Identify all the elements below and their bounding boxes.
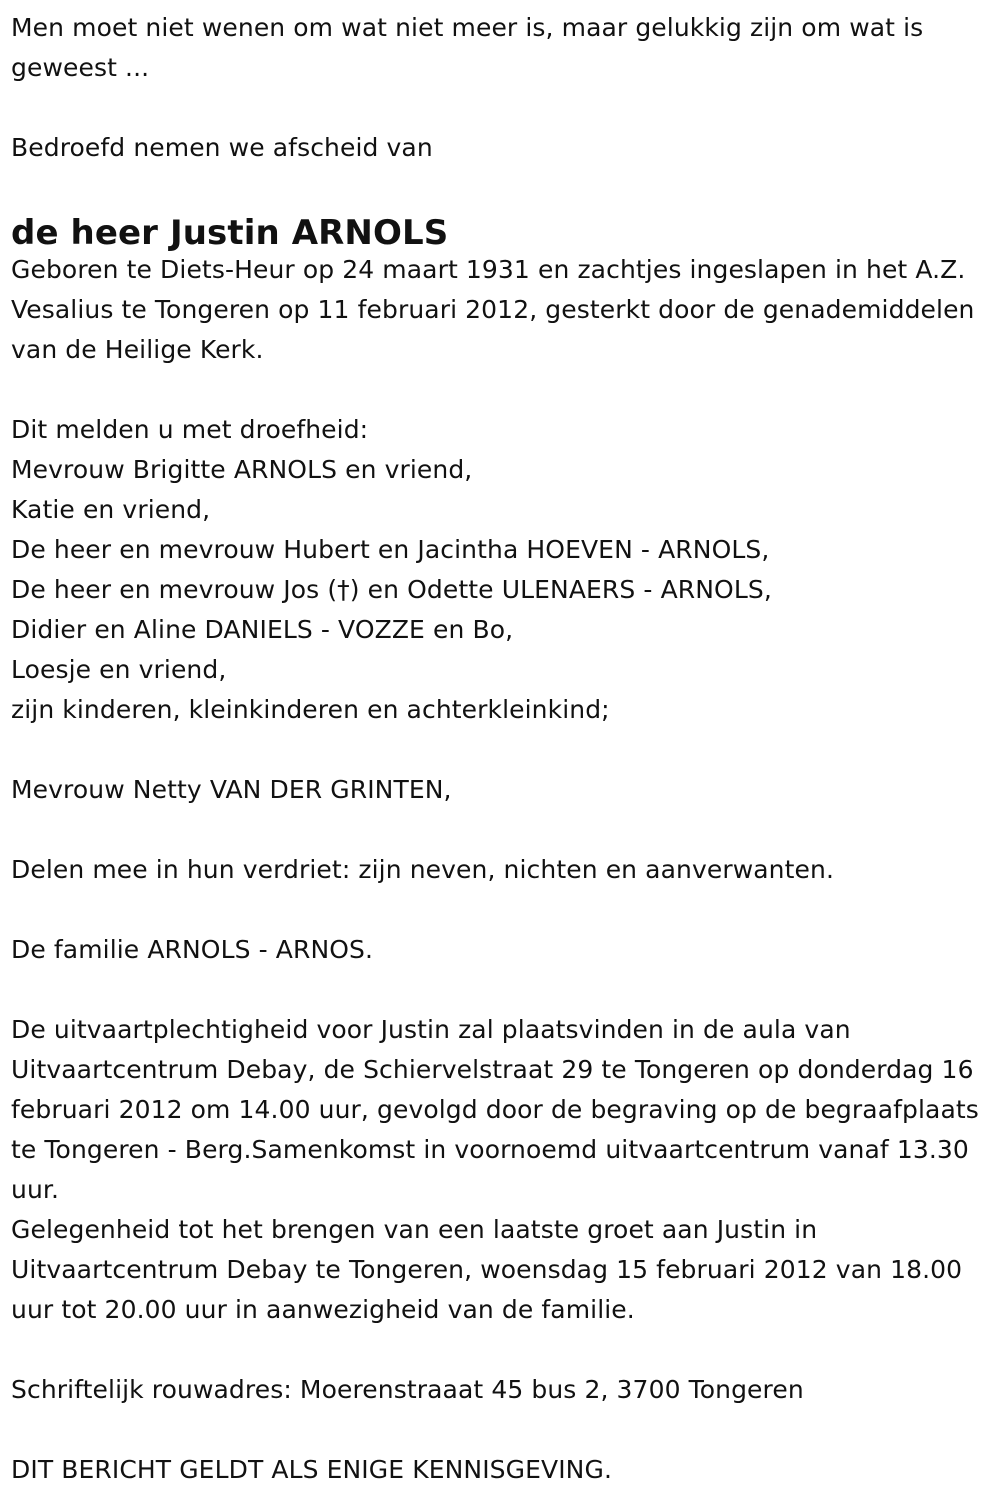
family-member: Katie en vriend, [11,495,211,524]
spacer [11,730,988,770]
condolence-address: Schriftelijk rouwadres: Moerenstraaat 45 bus 2, 3700 Tongeren [11,1375,804,1404]
relatives-line: Delen mee in hun verdriet: zijn neven, nichten en aanverwanten. [11,855,834,884]
spacer [11,1410,988,1450]
partner-line: Mevrouw Netty VAN DER GRINTEN, [11,775,452,804]
announcement-intro: Dit melden u met droefheid: [11,415,369,444]
family-member: Didier en Aline DANIELS - VOZZE en Bo, [11,615,514,644]
notice-line: DIT BERICHT GELDT ALS ENIGE KENNISGEVING. [11,1455,612,1484]
intro-text: Bedroefd nemen we afscheid van [11,133,433,162]
spacer [11,88,988,128]
spacer [11,370,988,410]
deceased-name: de heer Justin ARNOLS [11,213,449,253]
spacer [11,168,988,208]
birth-death-details: Geboren te Diets-Heur op 24 maart 1931 en zachtjes ingeslapen in het A.Z. Vesalius te Tongeren op 11 februari 2012, gesterkt door de genademiddelen van de Heilige Kerk. [11,255,975,364]
family-member: Loesje en vriend, [11,655,227,684]
family-member: Mevrouw Brigitte ARNOLS en vriend, [11,455,473,484]
spacer [11,890,988,930]
family-member: De heer en mevrouw Hubert en Jacintha HOEVEN - ARNOLS, [11,535,770,564]
spacer [11,810,988,850]
family-member: De heer en mevrouw Jos (†) en Odette ULENAERS - ARNOLS, [11,575,772,604]
family-name-line: De familie ARNOLS - ARNOS. [11,935,374,964]
family-member: zijn kinderen, kleinkinderen en achterkleinkind; [11,695,610,724]
spacer [11,1330,988,1370]
opening-quote: Men moet niet wenen om wat niet meer is, maar gelukkig zijn om wat is geweest ... [11,13,924,82]
ceremony-details: De uitvaartplechtigheid voor Justin zal plaatsvinden in de aula van Uitvaartcentrum Debay, de Schiervelstraat 29 te Tongeren op donderdag 16 februari 2012 om 14.00 uur, gevolgd door de begraving op de begraafplaats te Tongeren - Berg.Samenkomst in voornoemd uitvaartcentrum vanaf 13.30 uur. [11,1015,979,1204]
visitation-details: Gelegenheid tot het brengen van een laatste groet aan Justin in Uitvaartcentrum Debay te Tongeren, woensdag 15 februari 2012 van 18.00 uur tot 20.00 uur in aanwezigheid van de familie. [11,1215,963,1324]
spacer [11,970,988,1010]
